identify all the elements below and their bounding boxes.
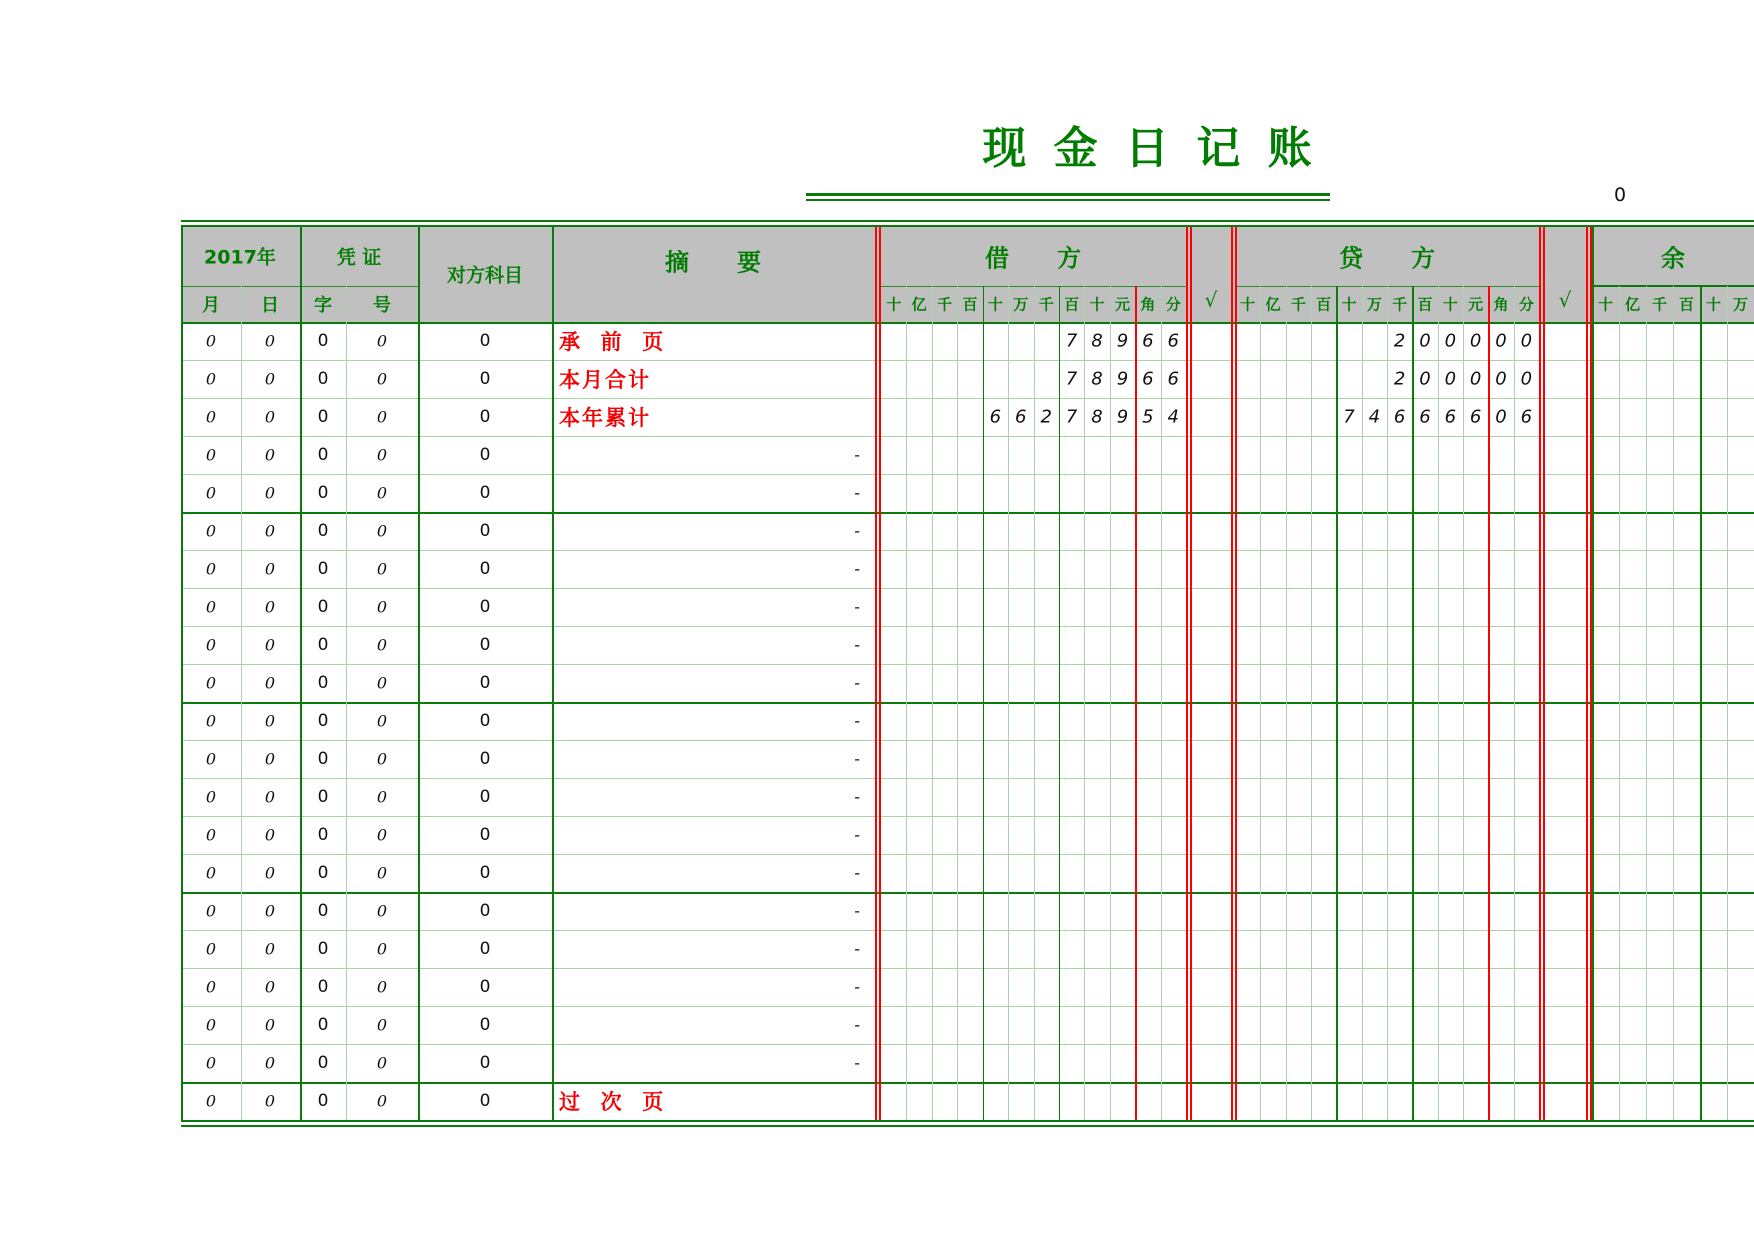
title-underline-bottom	[806, 199, 1330, 201]
day-column-header: 日	[261, 295, 279, 316]
cell-counter-account: 0	[479, 825, 491, 845]
grid-line-vertical	[1673, 286, 1674, 1120]
cell-month: 0	[205, 331, 217, 351]
credit-digit-value: 6	[1520, 406, 1533, 428]
cell-month: 0	[205, 749, 217, 769]
cell-number: 0	[376, 597, 388, 617]
title-underline-top	[806, 193, 1330, 196]
credit-digit-value: 0	[1419, 368, 1431, 390]
summary-dash: -	[854, 825, 860, 845]
grid-line-horizontal	[181, 968, 1754, 969]
cell-month: 0	[205, 901, 217, 921]
summary-dash: -	[854, 673, 860, 693]
cell-month: 0	[205, 863, 217, 883]
cell-word: 0	[317, 711, 329, 731]
summary-dash: -	[854, 1053, 860, 1073]
cell-month: 0	[205, 711, 217, 731]
cell-word: 0	[317, 787, 329, 807]
balance-digit-column-label: 亿	[1624, 295, 1641, 314]
cell-counter-account: 0	[479, 749, 491, 769]
cell-day: 0	[264, 445, 276, 465]
cell-month: 0	[205, 673, 217, 693]
credit-digit-value: 2	[1393, 330, 1406, 352]
summary-label: 本年累计	[559, 406, 651, 430]
cell-number: 0	[376, 445, 388, 465]
cell-day: 0	[264, 635, 276, 655]
cell-number: 0	[376, 331, 388, 351]
debit-digit-column-label: 百	[962, 295, 978, 314]
grid-line-vertical	[1336, 286, 1338, 1120]
cell-word: 0	[317, 559, 329, 579]
cell-word: 0	[317, 445, 329, 465]
cell-day: 0	[264, 369, 276, 389]
cell-month: 0	[205, 977, 217, 997]
debit-digit-value: 6	[1167, 330, 1180, 352]
credit-digit-value: 0	[1495, 406, 1507, 428]
table-bottom-border	[181, 1120, 1754, 1122]
debit-digit-value: 5	[1142, 406, 1154, 428]
credit-digit-column-label: 千	[1290, 295, 1306, 314]
credit-digit-value: 7	[1343, 406, 1355, 428]
grid-line-vertical	[1543, 227, 1545, 1120]
debit-digit-column-label: 十	[886, 295, 902, 314]
month-column-header: 月	[202, 295, 220, 316]
cell-number: 0	[376, 749, 388, 769]
cell-number: 0	[376, 825, 388, 845]
credit-digit-column-label: 十	[1240, 295, 1256, 314]
grid-line-horizontal	[181, 588, 1754, 589]
summary-label: 承 前 页	[559, 330, 666, 354]
cell-word: 0	[317, 369, 329, 389]
grid-line-horizontal	[181, 1044, 1754, 1045]
balance-digit-column-label: 十	[1705, 295, 1722, 314]
grid-line-horizontal	[181, 474, 1754, 475]
cell-day: 0	[264, 939, 276, 959]
grid-line-vertical	[1586, 227, 1588, 1120]
grid-line-horizontal	[181, 892, 1754, 894]
cell-day: 0	[264, 559, 276, 579]
grid-line-vertical	[1034, 286, 1035, 1120]
grid-line-horizontal	[181, 360, 1754, 361]
cell-word: 0	[317, 331, 329, 351]
debit-digit-value: 6	[1015, 406, 1027, 428]
cell-number: 0	[376, 673, 388, 693]
table-bottom-border	[181, 1125, 1754, 1127]
grid-line-vertical	[957, 286, 958, 1120]
grid-line-horizontal	[181, 550, 1754, 551]
grid-line-horizontal	[181, 664, 1754, 665]
cell-counter-account: 0	[479, 597, 491, 617]
summary-dash: -	[854, 711, 860, 731]
grid-line-vertical	[875, 227, 877, 1120]
journal-table	[181, 220, 1754, 1127]
debit-digit-value: 2	[1040, 406, 1052, 428]
debit-digit-value: 6	[989, 406, 1002, 428]
summary-dash: -	[854, 483, 860, 503]
cell-month: 0	[205, 635, 217, 655]
cell-number: 0	[376, 483, 388, 503]
summary-dash: -	[854, 977, 860, 997]
cell-day: 0	[264, 977, 276, 997]
grid-line-vertical	[418, 227, 420, 1120]
summary-header: 摘 要	[665, 248, 761, 277]
debit-digit-value: 8	[1091, 406, 1103, 428]
grid-line-horizontal	[181, 398, 1754, 399]
cell-counter-account: 0	[479, 901, 491, 921]
cell-word: 0	[317, 1091, 329, 1111]
cell-month: 0	[205, 1091, 217, 1111]
table-top-border	[181, 225, 1754, 227]
cell-number: 0	[376, 711, 388, 731]
grid-line-vertical	[1362, 286, 1363, 1120]
debit-digit-column-label: 千	[937, 295, 953, 314]
corner-value: 0	[1614, 184, 1627, 206]
summary-dash: -	[854, 635, 860, 655]
grid-line-vertical	[1008, 286, 1009, 1120]
cell-word: 0	[317, 825, 329, 845]
cell-counter-account: 0	[479, 711, 491, 731]
grid-line-vertical	[1190, 227, 1192, 1120]
grid-line-vertical	[1387, 286, 1388, 1120]
grid-line-vertical	[1592, 227, 1594, 1120]
credit-digit-column-label: 角	[1493, 295, 1509, 314]
grid-line-horizontal	[181, 930, 1754, 931]
credit-digit-value: 0	[1444, 330, 1457, 352]
balance-digit-column-label: 千	[1651, 295, 1668, 314]
credit-digit-value: 0	[1444, 368, 1457, 390]
cell-number: 0	[376, 1053, 388, 1073]
credit-digit-value: 6	[1393, 406, 1406, 428]
cell-day: 0	[264, 711, 276, 731]
cell-month: 0	[205, 787, 217, 807]
credit-digit-value: 0	[1469, 368, 1482, 390]
debit-digit-value: 6	[1142, 368, 1154, 390]
balance-digit-column-label: 万	[1732, 295, 1749, 314]
debit-digit-value: 9	[1116, 406, 1129, 428]
debit-digit-column-label: 十	[1089, 295, 1105, 314]
grid-line-vertical	[1619, 286, 1620, 1120]
cell-number: 0	[376, 787, 388, 807]
cell-word: 0	[317, 1053, 329, 1073]
cell-word: 0	[317, 521, 329, 541]
cell-month: 0	[205, 521, 217, 541]
cell-number: 0	[376, 521, 388, 541]
cell-word: 0	[317, 597, 329, 617]
grid-line-vertical	[300, 227, 302, 1120]
cell-word: 0	[317, 749, 329, 769]
cell-day: 0	[264, 597, 276, 617]
debit-digit-column-label: 亿	[911, 295, 927, 314]
debit-digit-value: 7	[1065, 330, 1078, 352]
number-column-header: 号	[373, 295, 391, 316]
debit-digit-value: 8	[1091, 368, 1103, 390]
check-mark-column-2: √	[1558, 288, 1572, 312]
credit-digit-column-label: 百	[1316, 295, 1332, 314]
debit-section-header: 借 方	[985, 244, 1081, 273]
cell-day: 0	[264, 673, 276, 693]
grid-line-horizontal	[181, 740, 1754, 741]
cell-word: 0	[317, 863, 329, 883]
summary-dash: -	[854, 1015, 860, 1035]
cell-number: 0	[376, 559, 388, 579]
cell-month: 0	[205, 445, 217, 465]
cell-number: 0	[376, 939, 388, 959]
grid-line-vertical	[1231, 227, 1233, 1120]
credit-digit-value: 6	[1469, 406, 1482, 428]
credit-digit-column-label: 千	[1392, 295, 1408, 314]
cell-counter-account: 0	[479, 407, 491, 427]
cell-counter-account: 0	[479, 635, 491, 655]
debit-digit-value: 6	[1167, 368, 1180, 390]
grid-line-horizontal	[181, 1082, 1754, 1084]
summary-dash: -	[854, 445, 860, 465]
credit-digit-value: 6	[1419, 406, 1431, 428]
table-top-border	[181, 220, 1754, 222]
grid-line-vertical	[1463, 286, 1464, 1120]
grid-line-vertical	[1161, 286, 1162, 1120]
grid-line-vertical	[1311, 286, 1312, 1120]
grid-line-vertical	[983, 286, 985, 1120]
cell-day: 0	[264, 331, 276, 351]
grid-line-horizontal	[181, 626, 1754, 627]
cell-day: 0	[264, 787, 276, 807]
credit-section-header: 贷 方	[1339, 244, 1435, 273]
voucher-header: 凭 证	[336, 246, 382, 269]
grid-line-vertical	[1646, 286, 1647, 1120]
cell-counter-account: 0	[479, 863, 491, 883]
summary-dash: -	[854, 939, 860, 959]
grid-line-vertical	[1186, 227, 1188, 1120]
grid-line-vertical	[1059, 286, 1061, 1120]
cell-counter-account: 0	[479, 369, 491, 389]
cell-word: 0	[317, 977, 329, 997]
summary-dash: -	[854, 863, 860, 883]
debit-digit-column-label: 万	[1013, 295, 1029, 314]
grid-line-vertical	[906, 286, 907, 1120]
cell-word: 0	[317, 407, 329, 427]
cell-month: 0	[205, 1015, 217, 1035]
cell-day: 0	[264, 825, 276, 845]
grid-line-vertical	[1412, 286, 1414, 1120]
grid-line-vertical	[1700, 286, 1702, 1120]
credit-digit-column-label: 亿	[1265, 295, 1281, 314]
cell-counter-account: 0	[479, 977, 491, 997]
debit-digit-column-label: 角	[1140, 295, 1156, 314]
grid-line-vertical	[1514, 286, 1515, 1120]
cell-counter-account: 0	[479, 521, 491, 541]
grid-line-horizontal	[181, 512, 1754, 514]
cell-counter-account: 0	[479, 559, 491, 579]
word-column-header: 字	[314, 295, 332, 316]
cell-month: 0	[205, 483, 217, 503]
cell-counter-account: 0	[479, 331, 491, 351]
credit-digit-value: 0	[1495, 368, 1507, 390]
grid-line-vertical	[1260, 286, 1261, 1120]
cell-counter-account: 0	[479, 787, 491, 807]
grid-line-vertical	[1110, 286, 1111, 1120]
summary-dash: -	[854, 521, 860, 541]
summary-dash: -	[854, 901, 860, 921]
credit-digit-column-label: 分	[1518, 295, 1534, 314]
grid-line-vertical	[346, 286, 347, 1120]
summary-dash: -	[854, 749, 860, 769]
cell-number: 0	[376, 901, 388, 921]
credit-digit-column-label: 百	[1417, 295, 1433, 314]
cell-day: 0	[264, 1053, 276, 1073]
grid-line-vertical	[181, 227, 183, 1120]
cell-day: 0	[264, 901, 276, 921]
cell-day: 0	[264, 1091, 276, 1111]
cell-number: 0	[376, 863, 388, 883]
summary-dash: -	[854, 787, 860, 807]
cell-month: 0	[205, 559, 217, 579]
summary-dash: -	[854, 597, 860, 617]
cell-word: 0	[317, 483, 329, 503]
cell-day: 0	[264, 483, 276, 503]
credit-digit-column-label: 十	[1442, 295, 1458, 314]
credit-digit-value: 0	[1495, 330, 1507, 352]
debit-digit-value: 7	[1065, 368, 1078, 390]
cell-month: 0	[205, 369, 217, 389]
check-mark-column-1: √	[1204, 288, 1218, 312]
grid-line-horizontal	[181, 816, 1754, 817]
credit-digit-column-label: 万	[1366, 295, 1382, 314]
grid-line-vertical	[1084, 286, 1085, 1120]
credit-digit-value: 0	[1469, 330, 1482, 352]
cell-month: 0	[205, 825, 217, 845]
header-data-separator	[181, 322, 1754, 324]
cell-month: 0	[205, 1053, 217, 1073]
cell-word: 0	[317, 901, 329, 921]
debit-digit-column-label: 十	[987, 295, 1003, 314]
cell-number: 0	[376, 1015, 388, 1035]
debit-digit-column-label: 分	[1165, 295, 1181, 314]
cell-number: 0	[376, 1091, 388, 1111]
grid-line-vertical	[1286, 286, 1287, 1120]
grid-line-horizontal	[181, 436, 1754, 437]
cell-counter-account: 0	[479, 445, 491, 465]
grid-line-vertical	[1727, 286, 1728, 1120]
credit-digit-value: 0	[1520, 368, 1533, 390]
grid-line-vertical	[1488, 286, 1490, 1120]
credit-digit-value: 4	[1368, 406, 1381, 428]
credit-digit-column-label: 十	[1341, 295, 1357, 314]
cell-word: 0	[317, 635, 329, 655]
credit-digit-value: 6	[1444, 406, 1457, 428]
debit-digit-value: 4	[1167, 406, 1180, 428]
grid-line-vertical	[932, 286, 933, 1120]
credit-digit-column-label: 元	[1468, 295, 1484, 314]
cell-month: 0	[205, 939, 217, 959]
year-header: 2017年	[204, 246, 276, 269]
debit-digit-value: 9	[1116, 368, 1129, 390]
summary-label: 本月合计	[559, 368, 651, 392]
cell-day: 0	[264, 407, 276, 427]
grid-line-vertical	[1235, 227, 1237, 1120]
credit-digit-value: 0	[1419, 330, 1431, 352]
debit-digit-value: 7	[1065, 406, 1078, 428]
grid-line-vertical	[241, 286, 242, 1120]
debit-digit-value: 8	[1091, 330, 1103, 352]
page-title: 现 金 日 记 账	[982, 123, 1318, 174]
cell-number: 0	[376, 369, 388, 389]
cell-counter-account: 0	[479, 673, 491, 693]
grid-line-vertical	[879, 227, 881, 1120]
balance-section-header: 余	[1661, 244, 1685, 273]
debit-digit-column-label: 千	[1038, 295, 1054, 314]
balance-digit-column-label: 十	[1597, 295, 1614, 314]
cell-day: 0	[264, 749, 276, 769]
debit-digit-value: 6	[1142, 330, 1154, 352]
cell-word: 0	[317, 939, 329, 959]
cell-month: 0	[205, 407, 217, 427]
cell-word: 0	[317, 673, 329, 693]
cell-day: 0	[264, 521, 276, 541]
cell-word: 0	[317, 1015, 329, 1035]
debit-digit-value: 9	[1116, 330, 1129, 352]
grid-line-vertical	[1539, 227, 1541, 1120]
debit-digit-column-label: 百	[1064, 295, 1080, 314]
grid-line-vertical	[1135, 286, 1137, 1120]
grid-line-vertical	[1438, 286, 1439, 1120]
cell-counter-account: 0	[479, 1053, 491, 1073]
cell-day: 0	[264, 863, 276, 883]
grid-line-horizontal	[181, 778, 1754, 779]
cell-number: 0	[376, 407, 388, 427]
balance-digit-column-label: 百	[1678, 295, 1695, 314]
cell-counter-account: 0	[479, 939, 491, 959]
summary-dash: -	[854, 559, 860, 579]
cell-day: 0	[264, 1015, 276, 1035]
cell-number: 0	[376, 635, 388, 655]
cell-month: 0	[205, 597, 217, 617]
cell-number: 0	[376, 977, 388, 997]
summary-label: 过 次 页	[559, 1090, 666, 1114]
credit-digit-value: 0	[1520, 330, 1533, 352]
credit-digit-value: 2	[1393, 368, 1406, 390]
cell-counter-account: 0	[479, 1015, 491, 1035]
grid-line-horizontal	[181, 1006, 1754, 1007]
counter-account-header: 对方科目	[446, 264, 524, 287]
grid-line-horizontal	[181, 854, 1754, 855]
grid-line-horizontal	[181, 702, 1754, 704]
debit-digit-column-label: 元	[1114, 295, 1130, 314]
cell-counter-account: 0	[479, 483, 491, 503]
cell-counter-account: 0	[479, 1091, 491, 1111]
